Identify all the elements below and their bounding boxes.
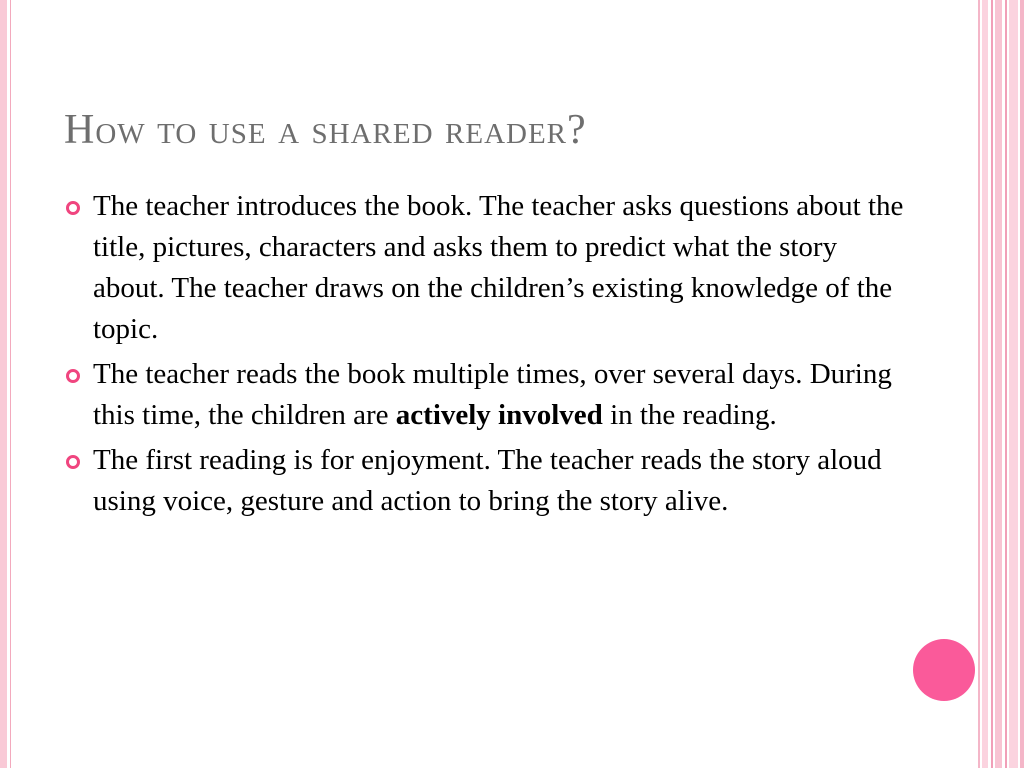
circle-bullet-icon (66, 201, 80, 215)
bullet-text: The teacher introduces the book. The teacher asks questions about the title, pictures, characters and asks them to predict what the story about. The teacher draws on the children’s existing knowledge of the topic. (93, 190, 904, 345)
right-stripe (982, 0, 988, 768)
bullet-bold-text: actively involved (395, 399, 603, 431)
pink-circle-decoration (913, 639, 975, 701)
bullet-item (64, 440, 904, 522)
bullet-text: The teacher reads the book multiple times, over several days. During this time, the children are (93, 358, 892, 431)
right-stripe (995, 0, 1002, 768)
circle-bullet-icon (66, 455, 80, 469)
slide-title: How to use a shared reader? (64, 107, 587, 153)
bullet-text: in the reading. (602, 399, 777, 431)
bullet-item (64, 354, 904, 436)
right-stripe (1005, 0, 1007, 768)
bullet-text: The first reading is for enjoyment. The teacher reads the story aloud using voice, gesture and action to bring the story alive. (93, 444, 882, 517)
right-stripe (1020, 0, 1024, 768)
circle-bullet-icon (66, 369, 80, 383)
right-stripe (991, 0, 993, 768)
right-stripe (1009, 0, 1018, 768)
right-stripe (978, 0, 980, 768)
right-decorative-stripes (974, 0, 1024, 768)
bullet-item (64, 186, 904, 350)
left-decorative-line (10, 0, 11, 768)
bullet-list (64, 186, 904, 526)
left-decorative-stripe (0, 0, 7, 768)
